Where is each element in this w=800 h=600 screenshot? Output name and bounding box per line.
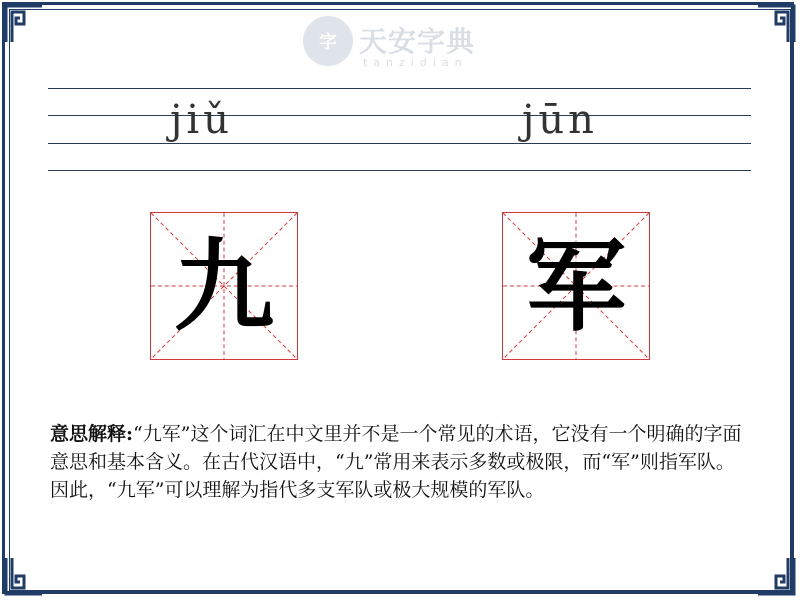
site-logo [303,16,503,70]
pinyin-line [48,143,751,144]
character-grid-2 [502,212,650,360]
meaning-label: 意思解释: [50,423,134,445]
logo-badge-icon: 字 [303,16,353,66]
corner-ornament-icon [756,556,796,596]
corner-ornament-icon [4,556,44,596]
character-2: 军 [526,227,626,345]
meaning-text: “九军”这个词汇在中文里并不是一个常见的术语，它没有一个明确的字面意思和基本含义。在古代汉语中，“九”常用来表示多数或极限，而“军”则指军队。因此，“九军”可以理解为指代多支军队或极大规模的军队。 [50,423,742,501]
pinyin-line [48,170,751,171]
character-grid-1 [150,212,298,360]
pinyin-line [48,88,751,89]
pinyin-line [48,115,751,116]
corner-ornament-icon [4,4,44,44]
corner-ornament-icon [756,4,796,44]
logo-name: 天安字典 [359,25,476,58]
pinyin-1: jiǔ [170,97,233,143]
pinyin-ruled-lines [48,88,751,172]
logo-subtitle: tanzidian [363,56,468,69]
character-1: 九 [174,227,274,345]
pinyin-2: jūn [522,97,598,143]
meaning-paragraph [50,420,750,504]
